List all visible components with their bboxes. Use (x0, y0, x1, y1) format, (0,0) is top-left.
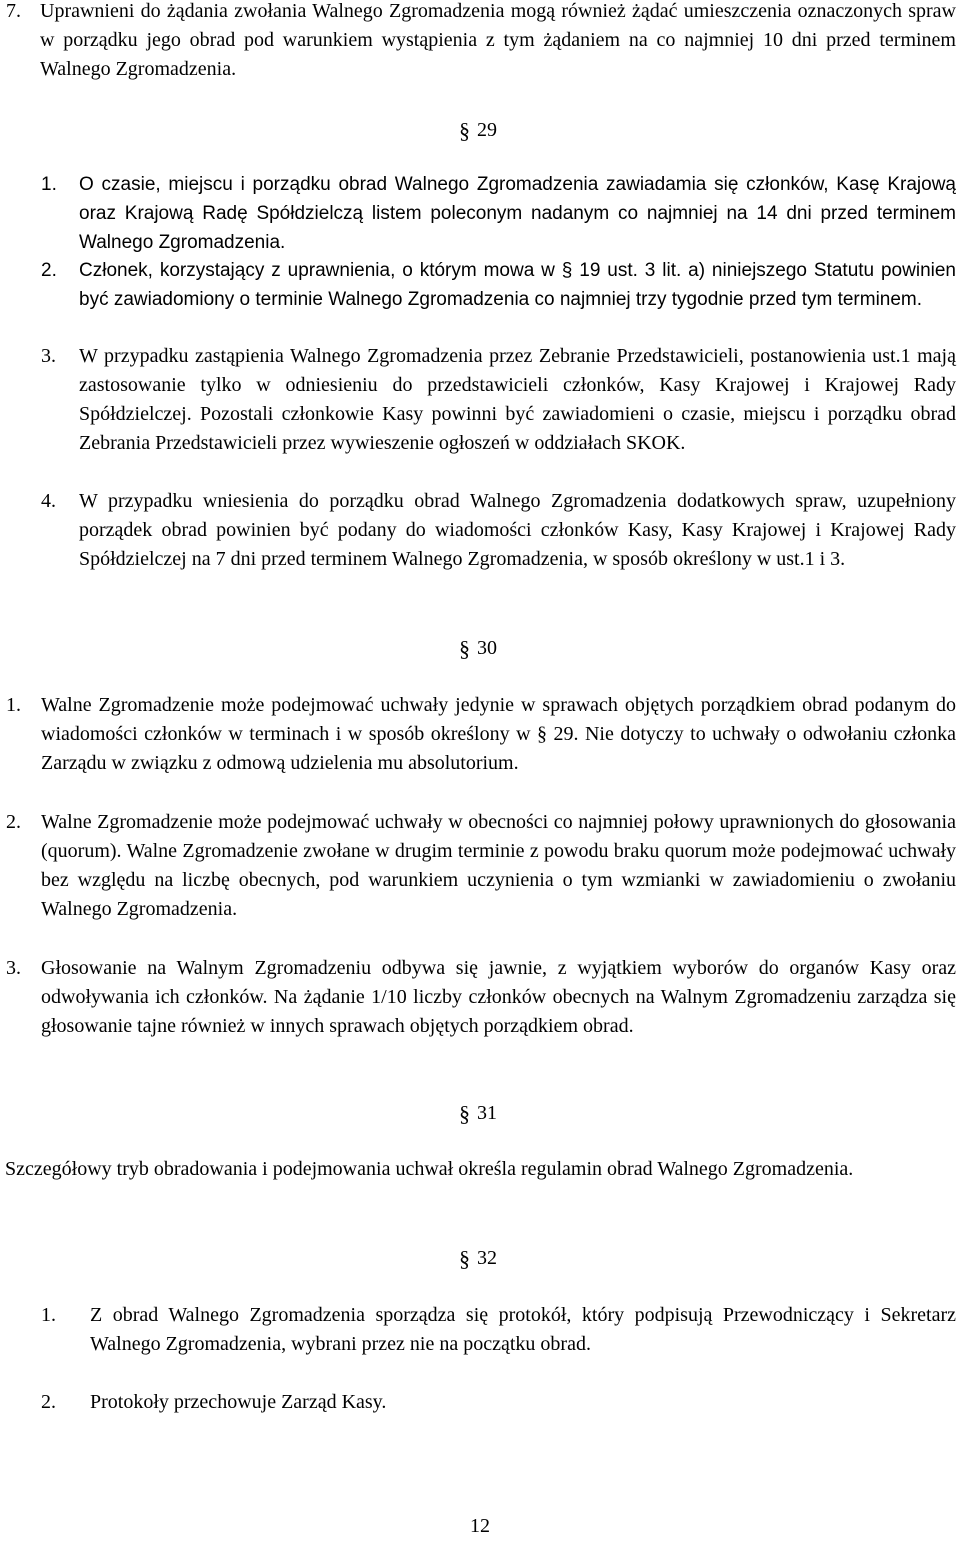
page-number: 12 (470, 1515, 490, 1537)
item-number: 2. (41, 1391, 56, 1413)
paragraph-text: Szczegółowy tryb obradowania i podejmowania uchwał określa regulamin obrad Walnego Zgromadzenia. (5, 1158, 854, 1180)
paragraph-30-2 (6, 808, 956, 924)
section-number: 31 (477, 1102, 497, 1124)
paragraph-32-1 (41, 1301, 956, 1359)
item-number: 7. (6, 0, 21, 22)
section-number: 30 (477, 637, 497, 659)
section-number: 32 (477, 1247, 497, 1269)
item-text: Głosowanie na Walnym Zgromadzeniu odbywa się jawnie, z wyjątkiem wyborów do organów Kasy oraz odwoływania ich członków. Na żądanie 1/10 liczby członków obecnych na Walnym Zgromadzeniu zarządza się głosowanie tajne również w innych sprawach objętych porządkiem obrad. (41, 957, 956, 1037)
item-text: Walne Zgromadzenie może podejmować uchwały jedynie w sprawach objętych porządkiem obrad podanym do wiadomości członków w terminach i w sposób określony w § 29. Nie dotyczy to uchwały o odwołaniu członka Zarządu w związku z odmową udzielenia mu absolutorium. (41, 694, 956, 774)
paragraph-29-3 (41, 342, 956, 458)
item-text: Z obrad Walnego Zgromadzenia sporządza się protokół, który podpisują Przewodniczący i Sekretarz Walnego Zgromadzenia, wybrani przez nie na początku obrad. (90, 1304, 956, 1355)
item-text: Członek, korzystający z uprawnienia, o którym mowa w § 19 ust. 3 lit. a) niniejszego Statutu powinien być zawiadomiony o terminie Walnego Zgromadzenia co najmniej trzy tygodnie przed tym terminem. (79, 260, 956, 310)
section-symbol: § (459, 636, 470, 661)
paragraph-item-7 (6, 0, 956, 84)
paragraph-30-3 (6, 954, 956, 1041)
item-text: Uprawnieni do żądania zwołania Walnego Zgromadzenia mogą również żądać umieszczenia oznaczonych spraw w porządku jego obrad pod warunkiem wystąpienia z tym żądaniem na co najmniej 10 dni przed terminem Walnego Zgromadzenia. (40, 0, 956, 80)
section-number: 29 (477, 119, 497, 141)
section-symbol: § (459, 1246, 470, 1271)
item-text: W przypadku zastąpienia Walnego Zgromadzenia przez Zebranie Przedstawicieli, postanowienia ust.1 mają zastosowanie tylko w odniesieniu do przedstawicieli członków, Kasy Krajowej i Krajowej Rady Spółdzielczej. Pozostali członkowie Kasy powinni być zawiadomieni o czasie, miejscu i porządku obrad Zebrania Przedstawicieli przez wywieszenie ogłoszeń w oddziałach SKOK. (79, 345, 956, 454)
paragraph-30-1 (6, 691, 956, 778)
item-text: Walne Zgromadzenie może podejmować uchwały w obecności co najmniej połowy uprawnionych do głosowania (quorum). Walne Zgromadzenie zwołane w drugim terminie z powodu braku quorum może podejmować uchwały bez względu na liczbę obecnych, pod warunkiem uczynienia o tym wzmianki w zawiadomieniu o zwołaniu Walnego Zgromadzenia. (41, 811, 956, 920)
item-number: 2. (6, 811, 21, 833)
item-number: 4. (41, 490, 56, 512)
item-number: 3. (6, 957, 21, 979)
section-symbol: § (459, 118, 470, 143)
paragraph-29-1 (41, 170, 956, 257)
paragraph-31 (5, 1155, 956, 1184)
item-text: W przypadku wniesienia do porządku obrad Walnego Zgromadzenia dodatkowych spraw, uzupełniony porządek obrad powinien być podany do wiadomości członków Kasy, Kasy Krajowej i Krajowej Rady Spółdzielczej na 7 dni przed terminem Walnego Zgromadzenia, w sposób określony w ust.1 i 3. (79, 490, 956, 570)
paragraph-29-4 (41, 487, 956, 574)
item-text: Protokoły przechowuje Zarząd Kasy. (90, 1391, 387, 1413)
item-number: 1. (41, 1304, 56, 1326)
paragraph-32-2 (41, 1388, 956, 1417)
item-number: 1. (41, 174, 57, 195)
item-number: 2. (41, 260, 57, 281)
item-text: O czasie, miejscu i porządku obrad Walnego Zgromadzenia zawiadamia się członków, Kasę Krajową oraz Krajową Radę Spółdzielczą listem poleconym nadanym co najmniej na 14 dni przed terminem Walnego Zgromadzenia. (79, 174, 956, 253)
item-number: 1. (6, 694, 21, 716)
section-symbol: § (459, 1101, 470, 1126)
paragraph-29-2 (41, 256, 956, 314)
item-number: 3. (41, 345, 56, 367)
